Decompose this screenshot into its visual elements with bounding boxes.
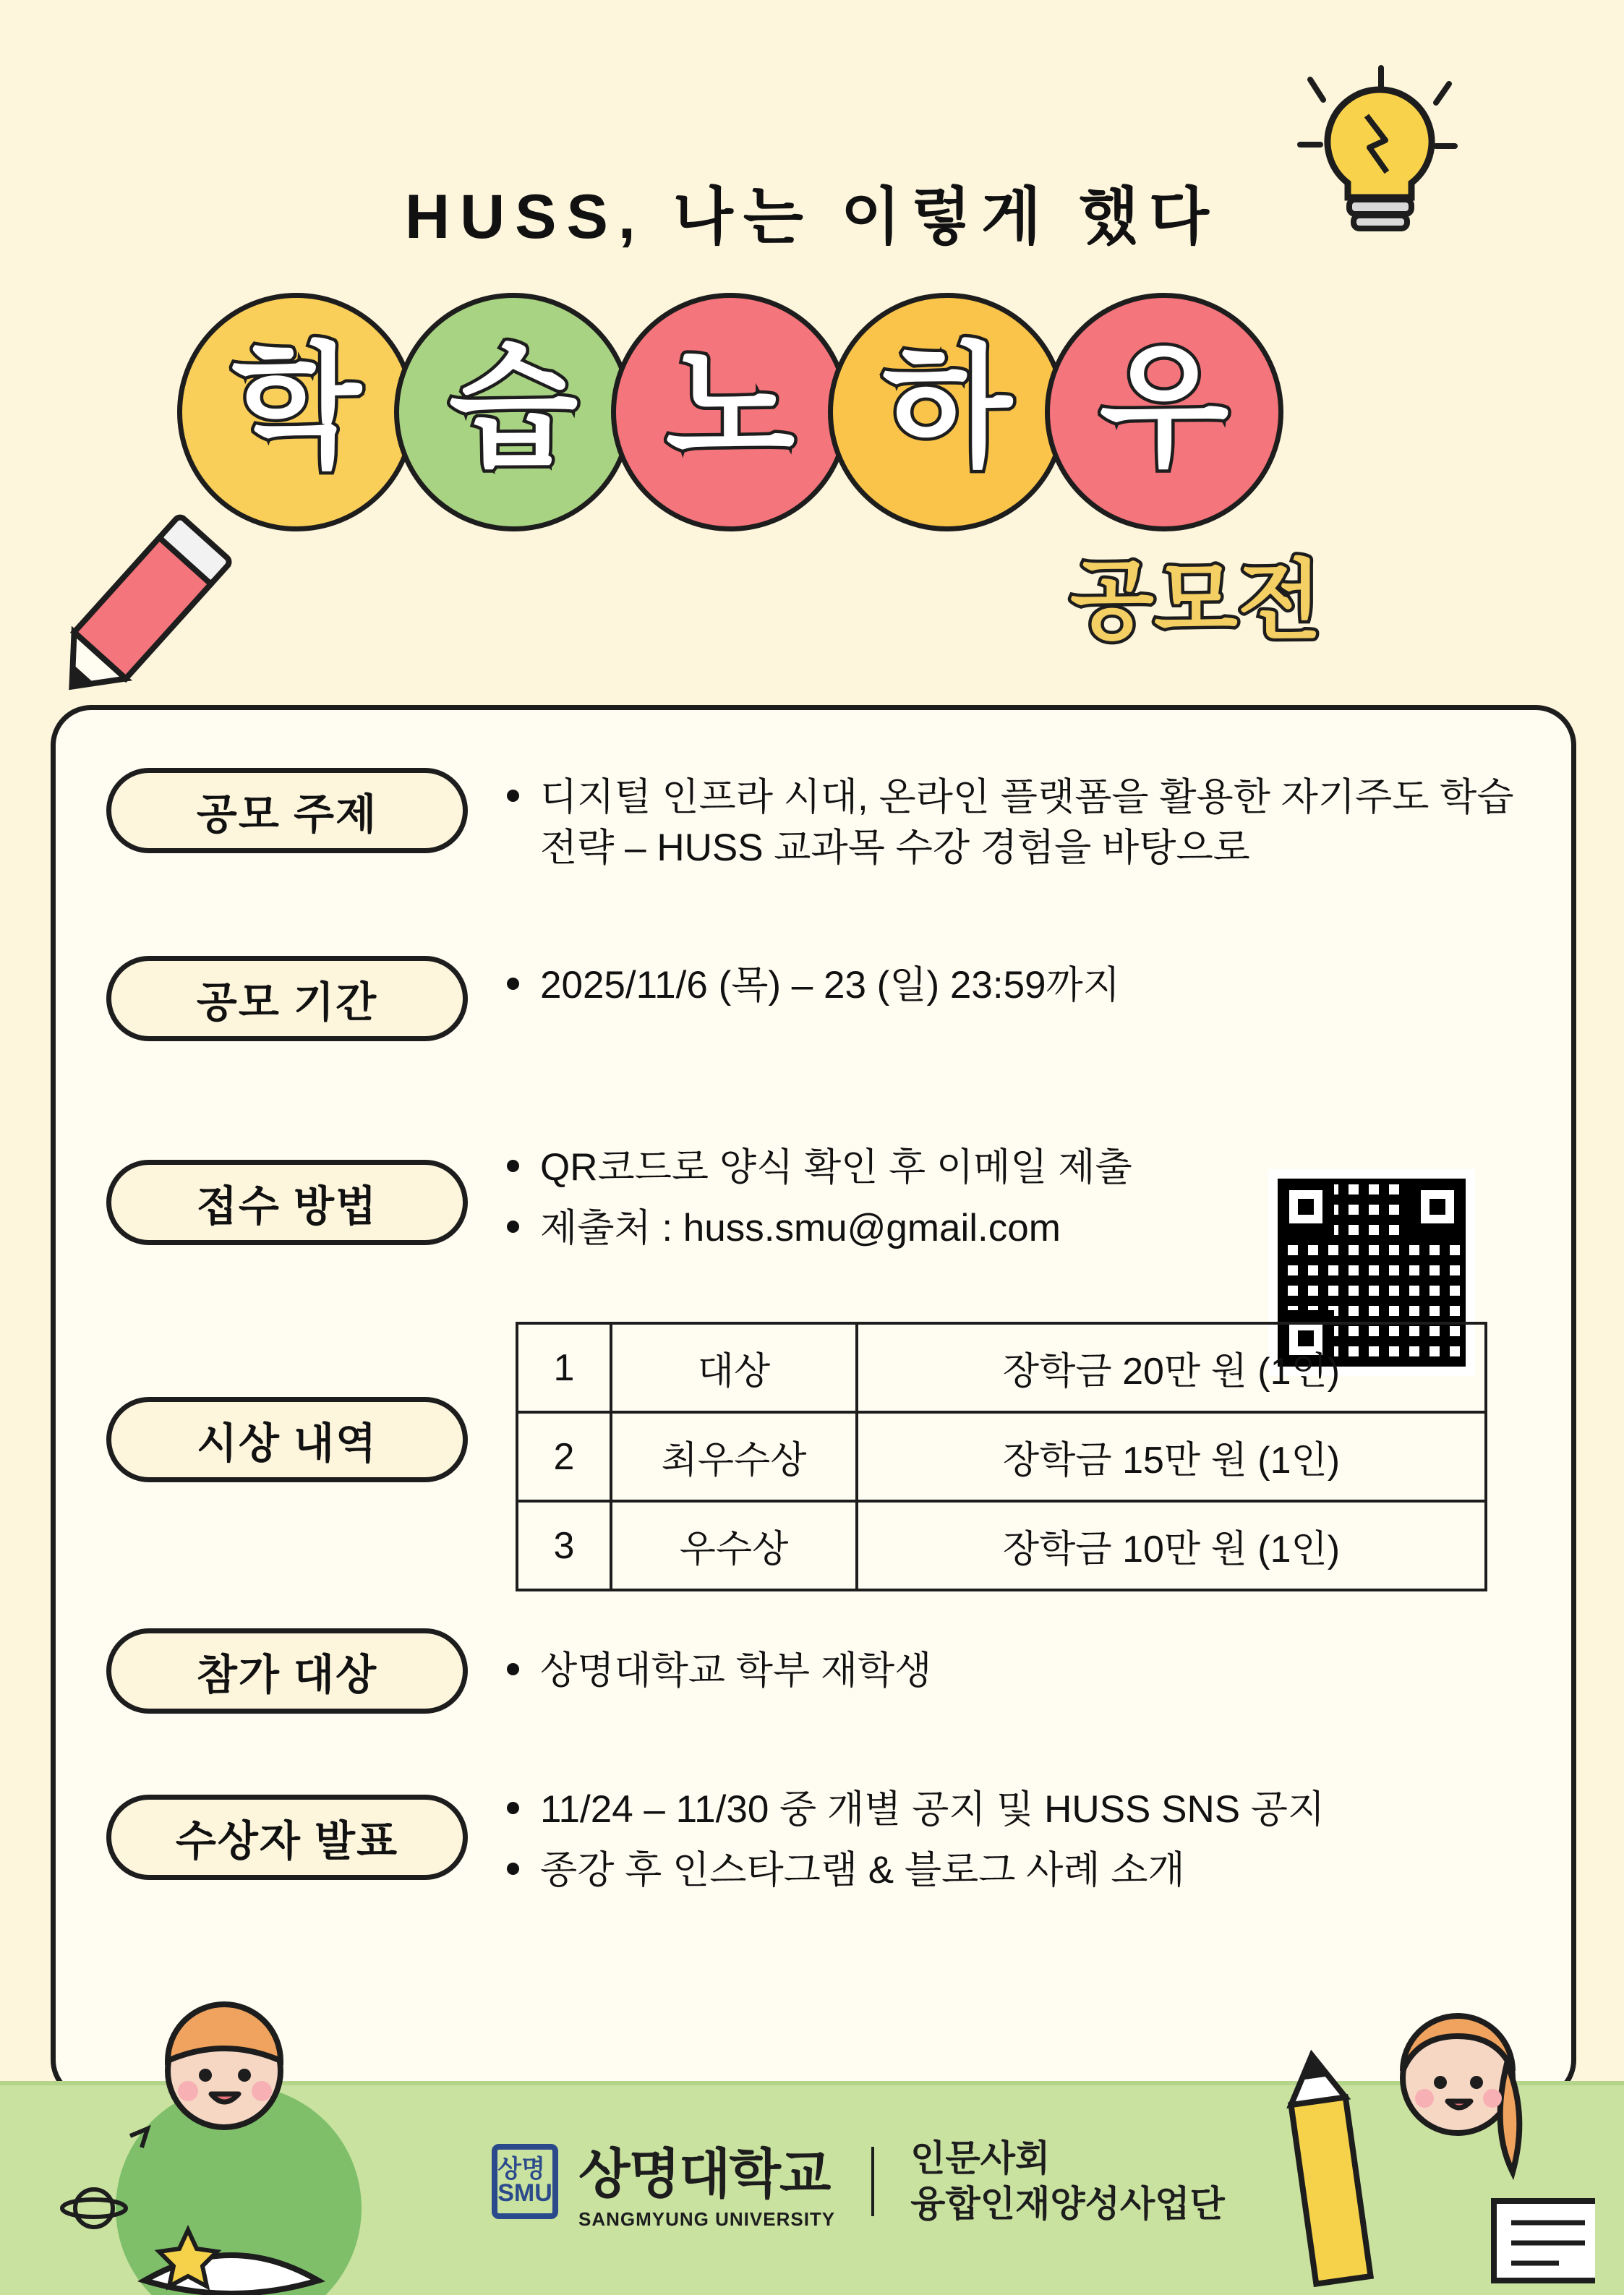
title-char-1: 학 bbox=[231, 333, 362, 482]
label-prize: 시상 내역 bbox=[106, 1397, 468, 1482]
prize-award: 장학금 15만 원 (1인) bbox=[857, 1412, 1486, 1501]
child-with-pencil-icon bbox=[1219, 1991, 1595, 2295]
label-topic: 공모 주제 bbox=[106, 768, 468, 853]
table-row bbox=[517, 1323, 1486, 1412]
title-char-5: 우 bbox=[1099, 333, 1229, 482]
prize-name: 우수상 bbox=[611, 1501, 857, 1590]
title-char-2: 습 bbox=[448, 333, 578, 482]
title-circle-2 bbox=[394, 293, 633, 531]
title-circle-5 bbox=[1045, 293, 1283, 531]
section-apply bbox=[106, 1122, 1356, 1264]
sangmyung-emblem-icon: 상명 SMU bbox=[492, 2144, 558, 2219]
section-prize bbox=[106, 1317, 1487, 1591]
title-circle-4 bbox=[828, 293, 1067, 531]
label-target: 참가 대상 bbox=[106, 1628, 468, 1714]
logo-divider bbox=[871, 2147, 874, 2216]
title-circle-3 bbox=[611, 293, 850, 531]
title-char-4: 하 bbox=[882, 333, 1012, 482]
footer-logo bbox=[492, 2132, 1225, 2231]
prize-award: 장학금 20만 원 (1인) bbox=[857, 1323, 1486, 1412]
university-name-en: SANGMYUNG UNIVERSITY bbox=[578, 2208, 836, 2230]
prize-no: 1 bbox=[517, 1323, 611, 1412]
footer bbox=[0, 2081, 1624, 2295]
prize-no: 3 bbox=[517, 1501, 611, 1590]
section-topic bbox=[106, 768, 1515, 884]
apply-bullet-1: QR코드로 양식 확인 후 이메일 제출 bbox=[503, 1142, 1356, 1193]
department-line-1: 인문사회 bbox=[910, 2138, 1051, 2179]
prize-no: 2 bbox=[517, 1412, 611, 1501]
label-announce: 수상자 발표 bbox=[106, 1795, 468, 1880]
university-name-kr: 상명대학교 bbox=[578, 2144, 830, 2204]
section-target bbox=[106, 1628, 1515, 1714]
child-reading-icon bbox=[43, 1991, 419, 2295]
announce-bullet-1: 11/24 – 11/30 중 개별 공지 및 HUSS SNS 공지 bbox=[503, 1785, 1515, 1835]
table-row bbox=[517, 1412, 1486, 1501]
title-char-3: 노 bbox=[665, 333, 795, 482]
pencil-icon bbox=[29, 499, 246, 716]
section-period bbox=[106, 956, 1515, 1041]
announce-bullet-2: 종강 후 인스타그램 & 블로그 사례 소개 bbox=[503, 1845, 1515, 1896]
section-announce bbox=[106, 1780, 1515, 1906]
period-bullet: 2025/11/6 (목) – 23 (일) 23:59까지 bbox=[503, 960, 1515, 1011]
title-circle-1 bbox=[177, 293, 416, 531]
page-title: HUSS, 나는 이렇게 했다 bbox=[404, 182, 1220, 252]
subtitle: 공모전 bbox=[1070, 552, 1322, 649]
table-row bbox=[517, 1501, 1486, 1590]
target-bullet: 상명대학교 학부 재학생 bbox=[503, 1646, 1515, 1696]
topic-bullet: 디지털 인프라 시대, 온라인 플랫폼을 활용한 자기주도 학습 전략 – HUSS 교과목 수강 경험을 바탕으로 bbox=[503, 772, 1515, 873]
prize-name: 대상 bbox=[611, 1323, 857, 1412]
prize-table bbox=[516, 1322, 1487, 1591]
department-line-2: 융합인재양성사업단 bbox=[910, 2183, 1225, 2224]
prize-name: 최우수상 bbox=[611, 1412, 857, 1501]
title-circles bbox=[177, 293, 1450, 531]
label-apply: 접수 방법 bbox=[106, 1160, 468, 1245]
info-card bbox=[51, 705, 1576, 2100]
apply-bullet-2: 제출처 : huss.smu@gmail.com bbox=[503, 1203, 1356, 1254]
prize-award: 장학금 10만 원 (1인) bbox=[857, 1501, 1486, 1590]
label-period: 공모 기간 bbox=[106, 956, 468, 1041]
